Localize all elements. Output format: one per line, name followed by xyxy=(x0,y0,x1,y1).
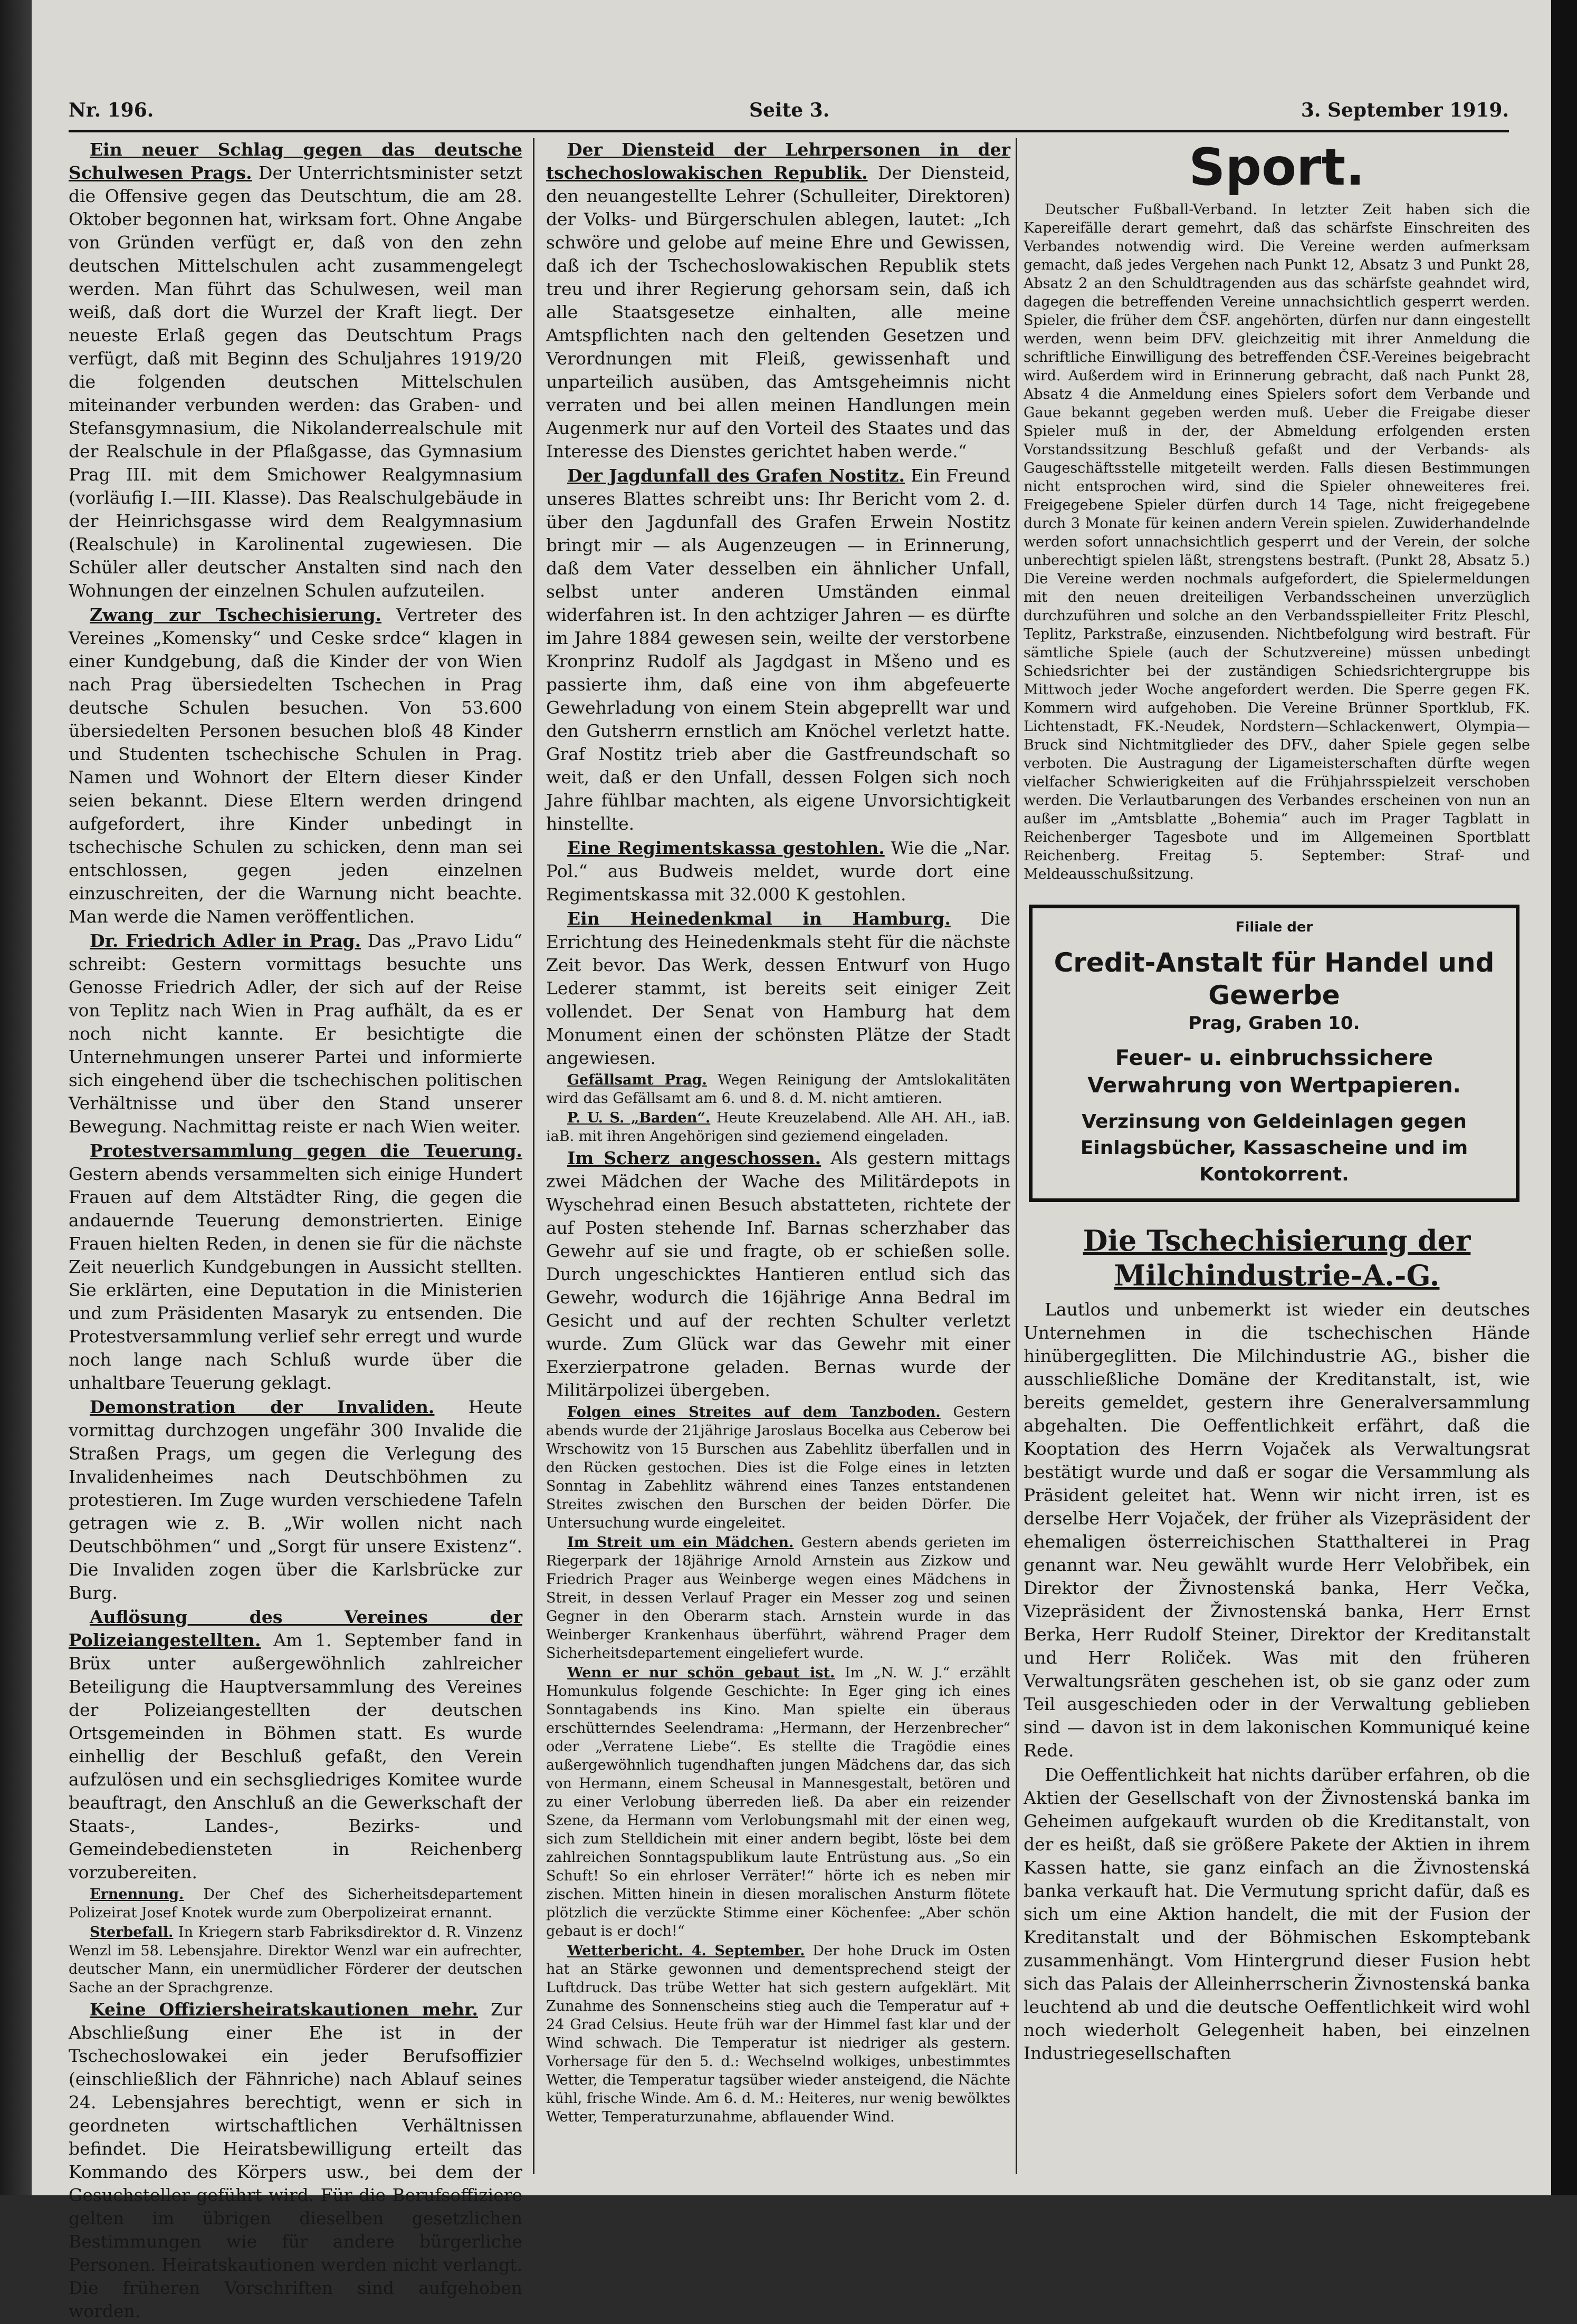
news-item xyxy=(546,1071,1010,1108)
column-1 xyxy=(69,138,522,2324)
news-item-headline: Protestversammlung gegen die Teuerung. xyxy=(90,1140,522,1161)
ad-label: Filiale der xyxy=(1235,919,1313,935)
milk-article-paragraph: Lautlos und unbemerkt ist wieder ein deutsches Unternehmen in die tschechischen Hände hinübergeglitten. Die Milchindustrie AG., bisher die ausschließliche Domäne der Kreditanstalt, ist, wie bereits gemeldet, gestern ihre Generalversammlung abgehalten. Die Oeffentlichkeit erfährt, daß die Kooptation des Herrn Vojaček als Verwaltungsrat bestätigt wurde und daß er sogar die Versammlung als Präsident geleitet hat. Wenn wir nicht irren, ist es derselbe Herr Vojaček, der früher als Vizepräsident der ehemaligen österreichischen Statthalterei in Prag genannt war. Neu gewählt wurde Herr Velobřibek, ein Direktor der Živnostenská banka, Herr Večka, Vizepräsident der Živnostenská banka, Herr Ernst Berka, Herr Rudolf Steiner, Direktor der Kreditanstalt und Herr Roliček. Was mit den früheren Verwaltungsräten geschehen ist, ob sie ganz oder zum Teil ausgeschieden oder in der Verwaltung geblieben sind — davon ist in dem lakonischen Kommuniqué keine Rede. xyxy=(1024,1299,1530,1761)
ad-bank-name: Credit-Anstalt für Handel und Gewerbe xyxy=(1054,947,1495,1011)
news-item-headline: Auflösung des Vereines der Polizeiangestellten. xyxy=(69,1607,522,1650)
news-item-text: Heute Kreuzelabend. Alle AH. AH., iaB. iaB. mit ihren Angehörigen sind geziemend eingeladen. xyxy=(546,1110,1010,1145)
news-item xyxy=(546,1942,1010,2126)
news-item-headline: Im Scherz angeschossen. xyxy=(567,1148,821,1168)
column-3 xyxy=(1024,138,1530,2066)
news-item-text: Im „N. W. J.“ erzählt Homunkulus folgende Geschichte: In Eger ging ich eines Sonntagabends ins Kino. Man spielte ein überaus erschütterndes Seelendrama: „Hermann, der Herzenbrecher“ oder „Verratene Liebe“. Es stellte die Tragödie eines außergewöhnlich tugendhaften jungen Mädchens dar, das sich von Hermann, einem Scheusal in Mannesgestalt, betören und zu einer Verlobung überreden ließ. Da aber ein reizender Szene, da Hermann vom Verlobungsmahl mit der einen weg, sich zum Stelldichein mit einer andern begibt, löste bei dem zahlreichen Sonntagspublikum laute Entrüstung aus. „So ein Schuft! So ein ehrloser Verräter!“ hörte ich es neben mir zischen. Mitten hinein in diesen moralischen Ansturm flötete plötzlich die verzückte Stimme einer Köchenfee: „Aber schön gebaut is er doch!“ xyxy=(546,1665,1010,1939)
scan-gutter xyxy=(0,0,32,2195)
news-item xyxy=(546,1664,1010,1941)
news-item xyxy=(69,138,522,602)
news-item-text: Ein Freund unseres Blattes schreibt uns: Ihr Bericht vom 2. d. über den Jagdunfall des Grafen Erwein Nostitz bringt mir — als Augenzeugen — in Erinnerung, daß dem Vater desselben ein ähnlicher Unfall, selbst unter anderen Umständen einmal widerfahren ist. In den achtziger Jahren — es dürfte im Jahre 1884 gewesen sein, weilte der verstorbene Kronprinz Rudolf als Jagdgast in Mšeno und es passierte ihm, daß eine von ihm abgefeuerte Gewehrladung von einem Stein abgeprellt war und den Gutsherrn ernstlich am Knöchel verletzt hatte. Graf Nostitz trieb aber die Gastfreundschaft so weit, daß er den Unfall, dessen Folgen sich noch Jahre fühlbar machten, als eigene Unvorsichtigkeit hinstellte. xyxy=(546,465,1010,834)
ad-address: Prag, Graben 10. xyxy=(1188,1013,1360,1034)
news-item xyxy=(546,837,1010,906)
news-item-text: Vertreter des Vereines „Komensky“ und Ceske srdce“ klagen in einer Kundgebung, daß die Kinder der von Wien nach Prag übersiedelten Tschechen in Prag deutsche Schulen besuchen. Von 53.600 übersiedelten Personen besuchen bloß 48 Kinder und Studenten tschechische Schulen in Prag. Namen und Wohnort der Eltern dieser Kinder seien bekannt. Diese Eltern werden dringend aufgefordert, ihre Kinder unbedingt in tschechische Schulen zu schicken, denn man sei entschlossen, gegen jeden einzelnen einzuschreiten, der die Warnung nicht beachte. Man werde die Namen veröffentlichen. xyxy=(69,604,522,927)
news-item-text: Das „Pravo Lidu“ schreibt: Gestern vormittags besuchte uns Genosse Friedrich Adler, der sich auf der Reise von Teplitz nach Wien in Prag aufhält, da es er noch nicht kannte. Er besichtigte die Unternehmungen unserer Partei und informierte sich eingehend über die tschechischen politischen Verhältnisse und über den Stand unserer Bewegung. Nachmittag reiste er nach Wien weiter. xyxy=(69,930,522,1137)
news-item xyxy=(69,603,522,928)
news-item-text: Der Diensteid, den neuangestellte Lehrer (Schulleiter, Direktoren) der Volks- und Bürgerschulen ablegen, lautet: „Ich schwöre und gelobe auf meine Ehre und Gewissen, daß ich der Tschechoslowakischen Republik stets treu und ihrer Regierung gehorsam sein, daß ich alle Staatsgesetze einhalten, alle meine Amtspflichten nach den geltenden Gesetzen und Verordnungen mit Fleiß, gewissenhaft und unparteilich ausüben, das Amtsgeheimnis nicht verraten und bei allen meinen Handlungen mein Augenmerk nur auf den Vorteil des Staates und das Interesse des Dienstes gerichtet haben werde.“ xyxy=(546,162,1010,462)
page-number: Seite 3. xyxy=(749,99,830,121)
news-item-text: Der Chef des Sicherheitsdepartement Polizeirat Josef Knotek wurde zum Oberpolizeirat ernannt. xyxy=(69,1886,522,1921)
news-item-headline: Sterbefall. xyxy=(90,1924,174,1941)
news-item-headline: Ein Heinedenkmal in Hamburg. xyxy=(567,908,951,929)
news-item xyxy=(546,464,1010,836)
news-item-headline: Der Diensteid der Lehrpersonen in der tschechoslowakischen Republik. xyxy=(546,139,1010,183)
news-item-headline: Im Streit um ein Mädchen. xyxy=(567,1534,794,1551)
news-item-headline: Der Jagdunfall des Grafen Nostitz. xyxy=(567,465,905,486)
news-item-headline: Demonstration der Invaliden. xyxy=(90,1397,435,1417)
news-item xyxy=(546,1109,1010,1146)
news-item xyxy=(69,1998,522,2323)
news-item-headline: P. U. S. „Barden“. xyxy=(567,1110,711,1126)
news-item xyxy=(69,1139,522,1395)
news-item-headline: Gefällsamt Prag. xyxy=(567,1072,707,1088)
news-item xyxy=(546,1533,1010,1663)
news-item xyxy=(546,1147,1010,1402)
news-item xyxy=(69,1885,522,1922)
news-item-text: Der Unterrichtsminister setzt die Offensive gegen das Deutschtum, die am 28. Oktober begonnen hat, wirksam fort. Ohne Angabe von Gründen verfügt er, daß von den zehn deutschen Mittelschulen acht zusammengelegt werden. Man führt das Schulwesen, weil man weiß, daß dort die Wurzel der Kraft liegt. Der neueste Erlaß gegen das Deutschtum Prags verfügt, daß mit Beginn des Schuljahres 1919/20 die folgenden deutschen Mittelschulen miteinander verbunden werden: das Graben- und Stefansgymnasium, die Nikolanderrealschule mit der Realschule in der Pflaßgasse, das Gymnasium Prag III. mit dem Smichower Realgymnasium (vorläufig I.—III. Klasse). Das Realschulgebäude in der Heinrichsgasse wird dem Realgymnasium (Realschule) in Karolinental zugewiesen. Die Schüler aller deutscher Anstalten sind nach den Wohnungen der einzelnen Schulen aufzuteilen. xyxy=(69,162,522,601)
news-item-headline: Keine Offiziersheiratskautionen mehr. xyxy=(90,1999,478,2020)
news-item-text: Heute vormittag durchzogen ungefähr 300 Invalide die Straßen Prags, um gegen die Verlegung des Invalidenheimes nach Deutschböhmen zu protestieren. Im Zuge wurden verschiedene Tafeln getragen wie z. B. „Wir wollen nicht nach Deutschböhmen“ und „Sorgt für unsere Existenz“. Die Invaliden zogen über die Karlsbrücke zur Burg. xyxy=(69,1397,523,1603)
sport-article: Deutscher Fußball-Verband. In letzter Zeit haben sich die Kapereifälle derart gemehrt, daß das schärfste Einschreiten des Verbandes notwendig wird. Die Vereine werden aufmerksam gemacht, daß jedes Vergehen nach Punkt 12, Absatz 3 und Punkt 28, Absatz 2 an den Schuldtragenden aus das schärfste geahndet wird, dagegen die betreffenden Vereine unnachsichtlich gesperrt werden. Spieler, die früher dem ČSF. angehörten, dürfen nur dann eingestellt werden, wenn beim DFV. gleichzeitig mit ihrer Anmeldung die schriftliche Einwilligung des betreffenden ČSF.-Vereines beigebracht wird. Außerdem wird in Erinnerung gebracht, daß nach Punkt 28, Absatz 4 die Anmeldung eines Spielers sofort dem Verbande und Gaue bekannt gegeben werden muß. Ueber die Freigabe dieser Spieler muß in der, der Abmeldung erfolgenden ersten Vorstandssitzung Beschluß gefaßt und der Verbands- als Gaugeschäftsstelle mitgeteilt werden. Falls diesen Bestimmungen nicht entsprochen wird, sind die Spieler ohneweiteres frei. Freigegebene Spieler dürfen durch 14 Tage, nicht freigegebene durch 3 Monate für keinen andern Verein spielen. Zuwiderhandelnde werden sofort unnachsichtlich gesperrt und der Verein, der solche unberechtigt spielen läßt, strengstens bestraft. (Punkt 28, Absatz 5.) Die Vereine werden nochmals aufgefordert, die Spielermeldungen mit den neuen dreiteiligen Verbandsscheinen unverzüglich durchzuführen und solche an den Verbandsspielleiter Fritz Pleschl, Teplitz, Parkstraße, einzusenden. Nichtbefolgung wird bestraft. Für sämtliche Spiele (auch der Schutzvereine) müssen unbedingt Schiedsrichter bei der zuständigen Schiedsrichtergruppe bis Mittwoch jeder Woche angefordert werden. Die Sperre gegen FK. Kommern wird aufgehoben. Die Vereine Brünner Sportklub, FK. Lichtenstadt, FK.-Neudek, Nordstern—Schlackenwert, Olympia—Bruck sind Nichtmitglieder des DFV., daher Spiele gegen selbe verboten. Die Austragung der Ligameisterschaften dürfte wegen vielfacher Schwierigkeiten auf die Frühjahrsspielzeit verschoben werden. Die Verlautbarungen des Verbandes erscheinen von nun an außer im „Amtsblatte „Bohemia“ auch im Prager Tagblatt in Reichenberger Tagesbote und im Allgemeinen Sportblatt Reichenberg. Freitag 5. September: Straf- und Meldeausschußsitzung. xyxy=(1024,201,1530,882)
milk-article-paragraph: Die Oeffentlichkeit hat nichts darüber erfahren, ob die Aktien der Gesellschaft von der Živnostenská banka im Geheimen aufgekauft wurden ob die Kreditanstalt, von der es heißt, daß sie größere Pakete der Aktien in ihrem Kassen hatte, sie ganz einfach an die Živnostenská banka verkauft hat. Die Vermutung spricht dafür, daß es sich um eine Aktion handelt, die mit der Fusion der Kreditanstalt und der Böhmischen Eskomptebank zusammenhängt. Vom Hintergrund dieser Fusion hebt sich das Palais der Alleinherrscherin Živnostenská banka leuchtend ab und die deutsche Oeffentlichkeit wird wohl noch wiederholt Gelegenheit haben, bei einzelnen Industriegesellschaften xyxy=(1024,1764,1530,2063)
news-item-text: Wie die „Nar. Pol.“ aus Budweis meldet, wurde dort eine Regimentskassa mit 32.000 K gestohlen. xyxy=(546,838,1010,905)
header-rule xyxy=(69,130,1509,132)
news-item-text: Wegen Reinigung der Amtslokalitäten wird das Gefällsamt am 6. und 8. d. M. nicht amtieren. xyxy=(546,1072,1010,1107)
news-item xyxy=(546,1403,1010,1532)
issue-date: 3. September 1919. xyxy=(1301,99,1509,121)
news-item-text: Der hohe Druck im Osten hat an Stärke gewonnen und dementsprechend steigt der Luftdruck. Das trübe Wetter hat sich gestern aufgeklärt. Mit Zunahme des Sonnenscheins stieg auch die Temperatur auf + 24 Grad Celsius. Heute früh war der Himmel fast klar und der Wind schwach. Die Temperatur ist niedriger als gestern. Vorhersage für den 5. d.: Wechselnd wolkiges, unbestimmtes Wetter, die Temperatur tagsüber wieder ansteigend, die Nächte kühl, frische Winde. Am 6. d. M.: Heiteres, nur wenig bewölktes Wetter, Temperaturzunahme, abflauender Wind. xyxy=(546,1943,1010,2125)
news-item xyxy=(546,907,1010,1070)
milk-industry-heading: Die Tschechisierung der Milchindustrie-A.-G. xyxy=(1083,1224,1471,1292)
ad-offer-safekeeping: Feuer- u. einbruchssichere Verwahrung von Wertpapieren. xyxy=(1087,1046,1461,1098)
column-rule xyxy=(533,138,534,2174)
news-item-headline: Wetterbericht. 4. September. xyxy=(567,1943,805,1959)
newspaper-page xyxy=(32,0,1551,2321)
issue-number: Nr. 196. xyxy=(69,99,154,121)
news-item-headline: Ernennung. xyxy=(90,1886,184,1903)
column-2 xyxy=(546,138,1010,2127)
ad-offer-interest: Verzinsung von Geldeinlagen gegen Einlagsbücher, Kassascheine und im Kontokorrent. xyxy=(1080,1111,1468,1185)
news-item xyxy=(69,1923,522,1997)
news-item-text: Zur Abschließung einer Ehe ist in der Tschechoslowakei ein jeder Berufsoffizier (einschließlich der Fähnriche) nach Ablauf seines 24. Lebensjahres berechtigt, wenn er sich in geordneten wirtschaftlichen Verhältnissen befindet. Die Heiratsbewilligung erteilt das Kommando des Körpers usw., bei dem der Gesuchsteller geführt wird. Für die Berufsoffiziere gelten im übrigen dieselben gesetzlichen Bestimmungen wie für andere bürgerliche Personen. Heiratskautionen werden nicht verlangt. Die früheren Vorschriften sind aufgehoben worden. xyxy=(69,1999,522,2321)
sport-heading: Sport. xyxy=(1189,138,1365,197)
news-item-text: Die Errichtung des Heinedenkmals steht für die nächste Zeit bevor. Das Werk, dessen Entwurf von Hugo Lederer stammt, ist bereits seit einiger Zeit vollendet. Der Senat von Hamburg hat dem Monument einen der schönsten Plätze der Stadt angewiesen. xyxy=(546,908,1010,1068)
news-item xyxy=(69,1606,522,1884)
news-item-text: Gestern abends wurde der 21jährige Jaroslaus Bocelka aus Ceberow bei Wrschowitz von 15 Burschen aus Zabehlitz überfallen und in den Rücken gestochen. Dies ist die Folge eines in letzten Sonntag in Zabehlitz während eines Tanzes entstandenen Streites zwischen den Burschen der beiden Dörfer. Die Untersuchung wurde eingeleitet. xyxy=(546,1404,1010,1531)
news-item-text: Gestern abends versammelten sich einige Hundert Frauen auf dem Altstädter Ring, die gegen die andauernde Teuerung demonstrierten. Einige Frauen hielten Reden, in denen sie für die nächste Zeit neuerlich Kundgebungen in Aussicht stellten. Sie erklärten, eine Deputation in die Ministerien und zum Präsidenten Masaryk zu entsenden. Die Protestversammlung verlief sehr erregt und wurde noch lange nach Schluß wurde über die unhaltbare Teuerung geklagt. xyxy=(69,1164,522,1393)
news-item-headline: Dr. Friedrich Adler in Prag. xyxy=(90,930,361,951)
news-item-text: In Kriegern starb Fabriksdirektor d. R. Vinzenz Wenzl im 58. Lebensjahre. Direktor Wenzl war ein aufrechter, deutscher Mann, ein unermüdlicher Förderer der deutschen Sache an der Sprachgrenze. xyxy=(69,1924,522,1996)
news-item xyxy=(69,929,522,1138)
news-item-headline: Zwang zur Tschechisierung. xyxy=(90,604,382,625)
column-rule xyxy=(1016,138,1017,2174)
news-item-headline: Wenn er nur schön gebaut ist. xyxy=(567,1665,835,1681)
news-item xyxy=(546,138,1010,463)
news-item xyxy=(69,1396,522,1605)
news-item-text: Am 1. September fand in Brüx unter außergewöhnlich zahlreicher Beteiligung die Hauptversammlung des Vereines der Polizeiangestellten der deutschen Ortsgemeinden in Böhmen statt. Es wurde einhellig der Beschluß gefaßt, den Verein aufzulösen und ein sechsgliedriges Komitee wurde beauftragt, den Anschluß an die Gewerkschaft der Staats-, Landes-, Bezirks- und Gemeindebediensteten in Reichenberg vorzubereiten. xyxy=(69,1630,522,1883)
news-item-text: Gestern abends gerieten im Riegerpark der 18jährige Arnold Arnstein aus Zizkow und Friedrich Prager aus Weinberge wegen eines Mädchens in Streit, in dessen Verlauf Prager ein Messer zog und seinen Gegner in den Oberarm stach. Arnstein wurde in das Weinberger Krankenhaus überführt, während Prager dem Sicherheitsdepartement eingeliefert wurde. xyxy=(546,1534,1010,1662)
news-item-text: Als gestern mittags zwei Mädchen der Wache des Militärdepots in Wyschehrad einen Besuch abstatteten, richtete der auf Posten stehende Inf. Barnas scherzhaber das Gewehr auf sie und fragte, ob er schießen solle. Durch ungeschicktes Hantieren entlud sich das Gewehr, wodurch die 16jährige Anna Bedral im Gesicht und auf der rechten Schulter verletzt wurde. Zum Glück war das Gewehr mit einer Exerzierpatrone geladen. Bernas wurde der Militärpolizei übergeben. xyxy=(546,1148,1011,1400)
news-item-headline: Eine Regimentskassa gestohlen. xyxy=(567,838,885,858)
news-item-headline: Folgen eines Streites auf dem Tanzboden. xyxy=(567,1404,941,1420)
scan-edge xyxy=(1551,0,1577,2195)
news-item-headline: Ein neuer Schlag gegen das deutsche Schulwesen Prags. xyxy=(69,139,522,183)
bank-advertisement xyxy=(1029,905,1519,1202)
